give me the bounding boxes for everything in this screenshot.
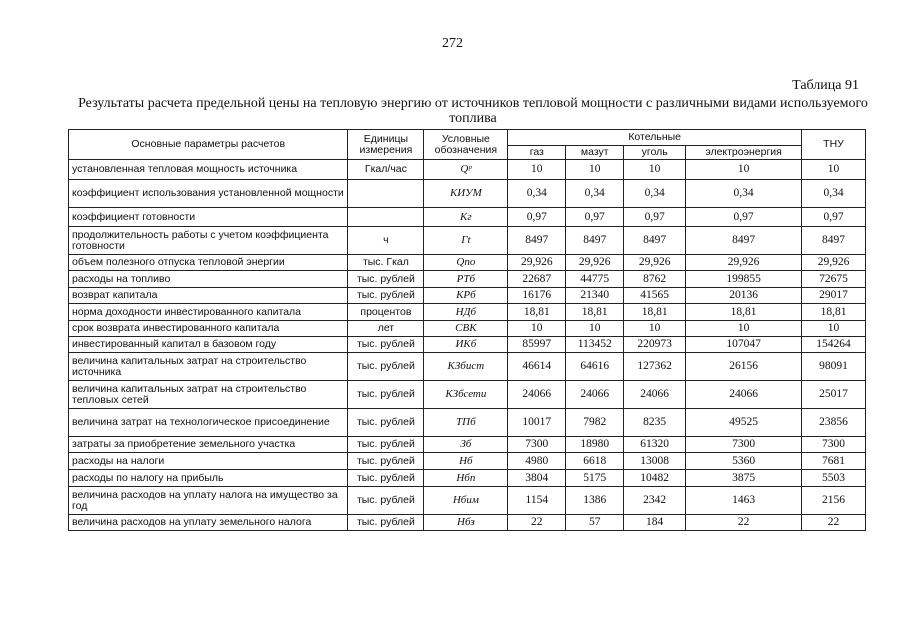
value-cell: 184 [624, 515, 686, 531]
value-cell: 0,34 [624, 180, 686, 208]
value-cell: 6618 [566, 453, 624, 470]
value-cell: 13008 [624, 453, 686, 470]
symbol-cell: НДб [424, 304, 508, 321]
value-cell: 0,34 [508, 180, 566, 208]
value-cell: 21340 [566, 288, 624, 304]
param-cell: коэффициент использования установленной мощности [69, 180, 348, 208]
value-cell: 7300 [508, 437, 566, 453]
param-cell: объем полезного отпуска тепловой энергии [69, 255, 348, 271]
unit-cell: лет [348, 321, 424, 337]
header-param: Основные параметры расчетов [69, 130, 348, 160]
table-row [69, 515, 866, 531]
unit-cell: процентов [348, 304, 424, 321]
symbol-cell: КИУМ [424, 180, 508, 208]
symbol-cell: ТПб [424, 409, 508, 437]
table-row [69, 208, 866, 227]
symbol-cell: Нб [424, 453, 508, 470]
value-cell: 7300 [802, 437, 866, 453]
value-cell: 98091 [802, 353, 866, 381]
value-cell: 4980 [508, 453, 566, 470]
param-cell: установленная тепловая мощность источника [69, 160, 348, 180]
value-cell: 7982 [566, 409, 624, 437]
symbol-cell: СВК [424, 321, 508, 337]
symbol-cell: Зб [424, 437, 508, 453]
value-cell: 3804 [508, 470, 566, 487]
symbol-cell: КРб [424, 288, 508, 304]
unit-cell: тыс. рублей [348, 271, 424, 288]
value-cell: 2156 [802, 487, 866, 515]
document-title: Результаты расчета предельной цены на тепловую энергию от источников тепловой мощности с различными видами используемого топлива [78, 96, 868, 126]
value-cell: 0,97 [686, 208, 802, 227]
value-cell: 10 [624, 160, 686, 180]
header-boilers: Котельные [508, 130, 802, 146]
table-row [69, 271, 866, 288]
value-cell: 0,97 [566, 208, 624, 227]
value-cell: 8762 [624, 271, 686, 288]
value-cell: 18,81 [508, 304, 566, 321]
value-cell: 61320 [624, 437, 686, 453]
value-cell: 0,34 [686, 180, 802, 208]
header-fuel-gas: газ [508, 146, 566, 160]
value-cell: 127362 [624, 353, 686, 381]
table-row [69, 353, 866, 381]
header-tnu: ТНУ [802, 130, 866, 160]
table-row [69, 160, 866, 180]
header-symbol: Условные обозначения [424, 130, 508, 160]
value-cell: 5175 [566, 470, 624, 487]
value-cell: 16176 [508, 288, 566, 304]
unit-cell: тыс. рублей [348, 515, 424, 531]
table-row [69, 381, 866, 409]
symbol-cell: Гt [424, 227, 508, 255]
table-row [69, 437, 866, 453]
value-cell: 29,926 [624, 255, 686, 271]
table-row [69, 227, 866, 255]
unit-cell: тыс. рублей [348, 437, 424, 453]
unit-cell: тыс. рублей [348, 487, 424, 515]
header-unit: Единицы измерения [348, 130, 424, 160]
symbol-cell: Нбим [424, 487, 508, 515]
param-cell: величина капитальных затрат на строительство тепловых сетей [69, 381, 348, 409]
value-cell: 10 [508, 160, 566, 180]
table-row [69, 337, 866, 353]
value-cell: 25017 [802, 381, 866, 409]
table-row [69, 409, 866, 437]
param-cell: затраты за приобретение земельного участка [69, 437, 348, 453]
value-cell: 24066 [566, 381, 624, 409]
results-table [68, 129, 866, 531]
value-cell: 0,97 [802, 208, 866, 227]
value-cell: 24066 [686, 381, 802, 409]
param-cell: величина расходов на уплату земельного налога [69, 515, 348, 531]
value-cell: 10 [802, 321, 866, 337]
value-cell: 18,81 [624, 304, 686, 321]
value-cell: 220973 [624, 337, 686, 353]
value-cell: 22 [686, 515, 802, 531]
table-row [69, 453, 866, 470]
header-fuel-electricity: электроэнергия [686, 146, 802, 160]
value-cell: 10 [686, 321, 802, 337]
value-cell: 57 [566, 515, 624, 531]
value-cell: 8235 [624, 409, 686, 437]
unit-cell: тыс. рублей [348, 453, 424, 470]
value-cell: 8497 [508, 227, 566, 255]
value-cell: 22687 [508, 271, 566, 288]
value-cell: 49525 [686, 409, 802, 437]
value-cell: 10 [624, 321, 686, 337]
value-cell: 10 [802, 160, 866, 180]
unit-cell: тыс. рублей [348, 381, 424, 409]
value-cell: 8497 [802, 227, 866, 255]
value-cell: 7681 [802, 453, 866, 470]
value-cell: 1154 [508, 487, 566, 515]
value-cell: 22 [508, 515, 566, 531]
value-cell: 18,81 [566, 304, 624, 321]
symbol-cell: КЗбсети [424, 381, 508, 409]
table-row [69, 470, 866, 487]
value-cell: 0,97 [624, 208, 686, 227]
header-fuel-coal: уголь [624, 146, 686, 160]
symbol-cell: Нбп [424, 470, 508, 487]
param-cell: величина капитальных затрат на строительство источника [69, 353, 348, 381]
symbol-cell: Нбз [424, 515, 508, 531]
table-row [69, 321, 866, 337]
unit-cell: тыс. рублей [348, 353, 424, 381]
value-cell: 46614 [508, 353, 566, 381]
symbol-cell: КЗбист [424, 353, 508, 381]
value-cell: 5503 [802, 470, 866, 487]
value-cell: 10482 [624, 470, 686, 487]
value-cell: 20136 [686, 288, 802, 304]
value-cell: 8497 [686, 227, 802, 255]
value-cell: 1463 [686, 487, 802, 515]
param-cell: продолжительность работы с учетом коэффициента готовности [69, 227, 348, 255]
param-cell: срок возврата инвестированного капитала [69, 321, 348, 337]
value-cell: 24066 [624, 381, 686, 409]
param-cell: расходы на топливо [69, 271, 348, 288]
value-cell: 3875 [686, 470, 802, 487]
value-cell: 29,926 [802, 255, 866, 271]
value-cell: 10 [566, 321, 624, 337]
value-cell: 7300 [686, 437, 802, 453]
value-cell: 44775 [566, 271, 624, 288]
value-cell: 18,81 [802, 304, 866, 321]
value-cell: 113452 [566, 337, 624, 353]
value-cell: 5360 [686, 453, 802, 470]
header-row-1 [69, 130, 866, 146]
value-cell: 23856 [802, 409, 866, 437]
value-cell: 18980 [566, 437, 624, 453]
table-row [69, 255, 866, 271]
value-cell: 18,81 [686, 304, 802, 321]
symbol-cell: Кг [424, 208, 508, 227]
symbol-cell: Qпо [424, 255, 508, 271]
symbol-cell: Qᵖ [424, 160, 508, 180]
unit-cell: тыс. рублей [348, 409, 424, 437]
unit-cell [348, 180, 424, 208]
symbol-cell: РТб [424, 271, 508, 288]
value-cell: 199855 [686, 271, 802, 288]
value-cell: 72675 [802, 271, 866, 288]
value-cell: 10 [566, 160, 624, 180]
param-cell: расходы на налоги [69, 453, 348, 470]
param-cell: инвестированный капитал в базовом году [69, 337, 348, 353]
param-cell: расходы по налогу на прибыль [69, 470, 348, 487]
value-cell: 29,926 [566, 255, 624, 271]
value-cell: 22 [802, 515, 866, 531]
value-cell: 29,926 [686, 255, 802, 271]
param-cell: величина затрат на технологическое присоединение [69, 409, 348, 437]
table-row [69, 487, 866, 515]
page-number: 272 [442, 36, 463, 51]
unit-cell: тыс. Гкал [348, 255, 424, 271]
symbol-cell: ИКб [424, 337, 508, 353]
value-cell: 10 [686, 160, 802, 180]
table-row [69, 288, 866, 304]
table-row [69, 304, 866, 321]
value-cell: 85997 [508, 337, 566, 353]
unit-cell: Гкал/час [348, 160, 424, 180]
value-cell: 8497 [566, 227, 624, 255]
unit-cell: тыс. рублей [348, 470, 424, 487]
value-cell: 10 [508, 321, 566, 337]
param-cell: норма доходности инвестированного капитала [69, 304, 348, 321]
value-cell: 10017 [508, 409, 566, 437]
value-cell: 41565 [624, 288, 686, 304]
table-row [69, 180, 866, 208]
value-cell: 107047 [686, 337, 802, 353]
unit-cell: тыс. рублей [348, 288, 424, 304]
unit-cell: тыс. рублей [348, 337, 424, 353]
value-cell: 0,34 [566, 180, 624, 208]
param-cell: коэффициент готовности [69, 208, 348, 227]
value-cell: 0,34 [802, 180, 866, 208]
unit-cell [348, 208, 424, 227]
value-cell: 0,97 [508, 208, 566, 227]
value-cell: 154264 [802, 337, 866, 353]
unit-cell: ч [348, 227, 424, 255]
header-fuel-mazut: мазут [566, 146, 624, 160]
table-label: Таблица 91 [792, 78, 859, 93]
value-cell: 64616 [566, 353, 624, 381]
value-cell: 2342 [624, 487, 686, 515]
table-body [69, 160, 866, 531]
value-cell: 1386 [566, 487, 624, 515]
value-cell: 8497 [624, 227, 686, 255]
value-cell: 26156 [686, 353, 802, 381]
value-cell: 24066 [508, 381, 566, 409]
param-cell: возврат капитала [69, 288, 348, 304]
param-cell: величина расходов на уплату налога на имущество за год [69, 487, 348, 515]
value-cell: 29,926 [508, 255, 566, 271]
value-cell: 29017 [802, 288, 866, 304]
